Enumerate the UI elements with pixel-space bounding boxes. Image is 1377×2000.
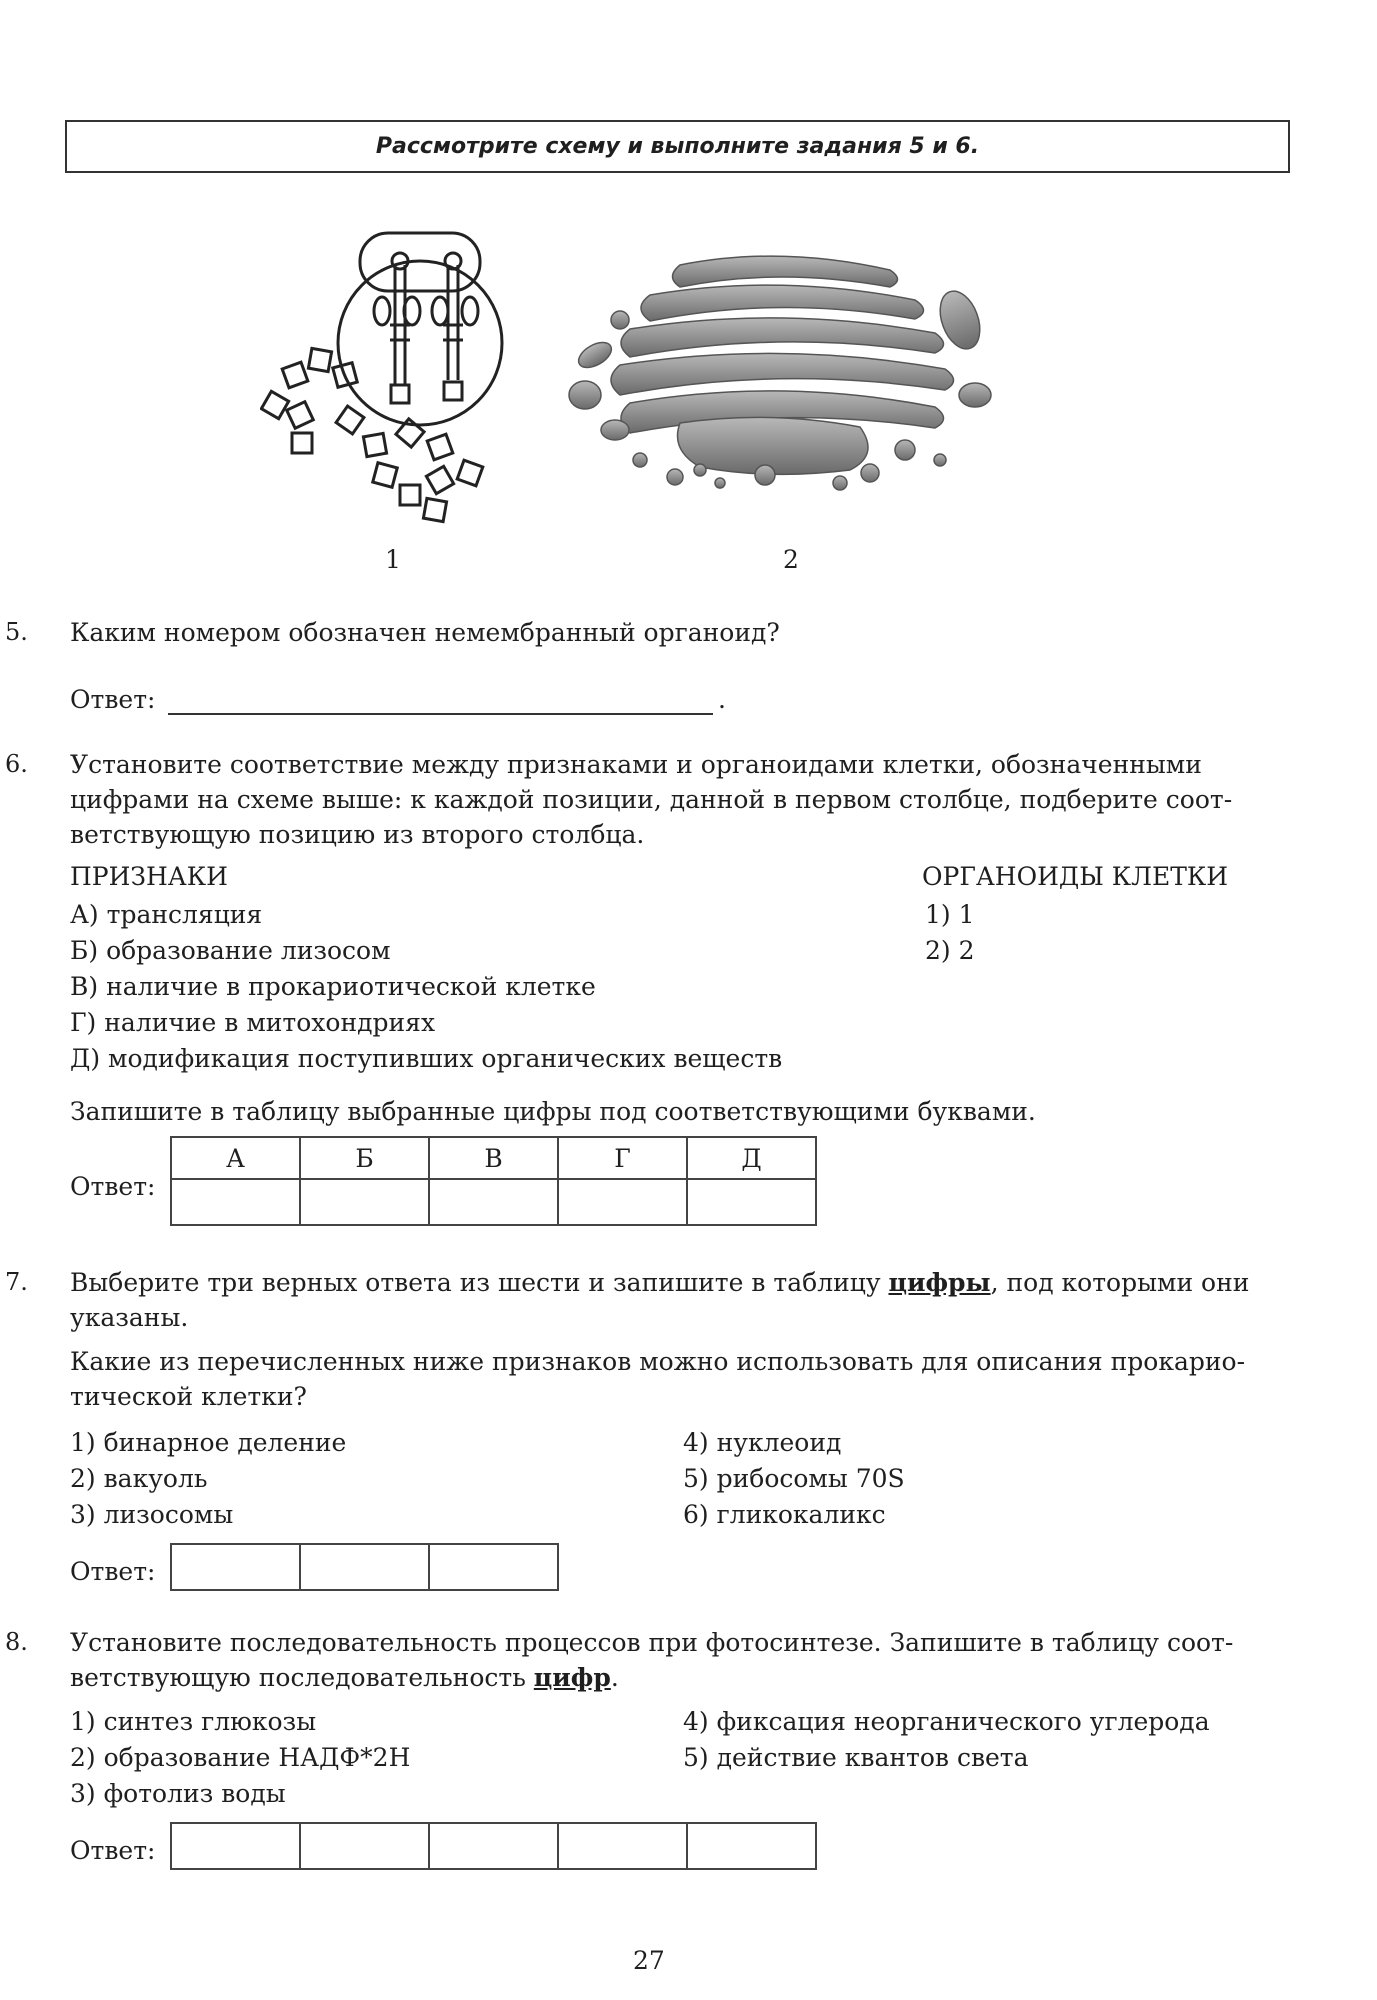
q8-number: 8. (5, 1628, 28, 1656)
q7-answer-label: Ответ: (70, 1557, 156, 1586)
q8-answer-cell[interactable] (558, 1823, 687, 1869)
q8-option: 4) фиксация неорганического углерода (683, 1707, 1210, 1736)
q8-answer-table (170, 1822, 817, 1870)
q7-line-1-bold: цифры (888, 1268, 991, 1297)
q7-answer-cell[interactable] (429, 1544, 558, 1590)
q7-option: 1) бинарное деление (70, 1428, 347, 1457)
q5-text: Каким номером обозначен немембранный органоид? (70, 618, 780, 647)
q8-answer-cell[interactable] (300, 1823, 429, 1869)
q7-line-1 (70, 1268, 1249, 1297)
q8-line-1: Установите последовательность процессов при фотосинтезе. Запишите в таблицу соот- (70, 1628, 1234, 1657)
page-number: 27 (633, 1946, 665, 1975)
q6-right-item: 1) 1 (925, 900, 975, 929)
q5-answer-field[interactable] (168, 685, 713, 715)
q8-answer-cell[interactable] (429, 1823, 558, 1869)
q7-line-2: указаны. (70, 1303, 189, 1332)
q5-answer-end: . (718, 685, 726, 714)
q6-left-item: В) наличие в прокариотической клетке (70, 972, 596, 1001)
q8-line-2-bold: цифр (533, 1663, 611, 1692)
q6-right-header: ОРГАНОИДЫ КЛЕТКИ (922, 862, 1229, 891)
section-header: Рассмотрите схему и выполните задания 5 и 6. (65, 120, 1290, 173)
q6-answer-cell[interactable] (171, 1179, 300, 1225)
q8-option: 3) фотолиз воды (70, 1779, 286, 1808)
figure-label-1: 1 (385, 545, 401, 574)
q6-answer-table (170, 1136, 817, 1226)
q8-line-2-pre: ветствующую последовательность (70, 1663, 534, 1692)
q6-left-header: ПРИЗНАКИ (70, 862, 228, 891)
figure-label-2: 2 (783, 545, 799, 574)
q6-left-item: А) трансляция (70, 900, 263, 929)
q7-line-1-post: , под которыми они (990, 1268, 1250, 1297)
q8-answer-cell[interactable] (687, 1823, 816, 1869)
q6-instruction: Запишите в таблицу выбранные цифры под соответствующими буквами. (70, 1097, 1036, 1126)
q7-question-line: Какие из перечисленных ниже признаков можно использовать для описания прокарио- (70, 1347, 1246, 1376)
q6-answer-cell[interactable] (558, 1179, 687, 1225)
q7-option: 6) гликокаликс (683, 1500, 886, 1529)
q6-answer-cell[interactable] (429, 1179, 558, 1225)
q7-question-line: тической клетки? (70, 1382, 307, 1411)
q8-line-2-post: . (610, 1663, 619, 1692)
q7-answer-table (170, 1543, 559, 1591)
q8-option: 5) действие квантов света (683, 1743, 1029, 1772)
q5-number: 5. (5, 618, 28, 646)
q8-option: 2) образование НАДФ*2Н (70, 1743, 411, 1772)
q8-line-2 (70, 1663, 619, 1692)
q6-table-header: А (171, 1137, 300, 1179)
q6-line-1: Установите соответствие между признаками и органоидами клетки, обозначенными (70, 750, 1202, 779)
q6-answer-label: Ответ: (70, 1172, 156, 1201)
q6-left-item: Г) наличие в митохондриях (70, 1008, 436, 1037)
q6-answer-cell[interactable] (300, 1179, 429, 1225)
q7-answer-cell[interactable] (300, 1544, 429, 1590)
q8-answer-label: Ответ: (70, 1836, 156, 1865)
q5-answer-label: Ответ: (70, 685, 156, 714)
q8-option: 1) синтез глюкозы (70, 1707, 317, 1736)
q7-option: 5) рибосомы 70S (683, 1464, 905, 1493)
q7-option: 3) лизосомы (70, 1500, 234, 1529)
golgi-apparatus-icon (560, 245, 1000, 495)
q6-table-header: Г (558, 1137, 687, 1179)
q7-number: 7. (5, 1268, 28, 1296)
q6-table-header: Б (300, 1137, 429, 1179)
q6-table-header: Д (687, 1137, 816, 1179)
ribosome-diagram-icon (260, 225, 520, 525)
q7-option: 4) нуклеоид (683, 1428, 842, 1457)
q8-answer-cell[interactable] (171, 1823, 300, 1869)
q6-number: 6. (5, 750, 28, 778)
q7-line-1-pre: Выберите три верных ответа из шести и запишите в таблицу (70, 1268, 889, 1297)
q6-answer-cell[interactable] (687, 1179, 816, 1225)
q7-answer-cell[interactable] (171, 1544, 300, 1590)
q7-option: 2) вакуоль (70, 1464, 208, 1493)
q6-left-item: Б) образование лизосом (70, 936, 391, 965)
q6-line-3: ветствующую позицию из второго столбца. (70, 820, 645, 849)
q6-right-item: 2) 2 (925, 936, 975, 965)
q6-table-header: В (429, 1137, 558, 1179)
q6-left-item: Д) модификация поступивших органических веществ (70, 1044, 783, 1073)
q6-line-2: цифрами на схеме выше: к каждой позиции, данной в первом столбце, подберите соот- (70, 785, 1233, 814)
